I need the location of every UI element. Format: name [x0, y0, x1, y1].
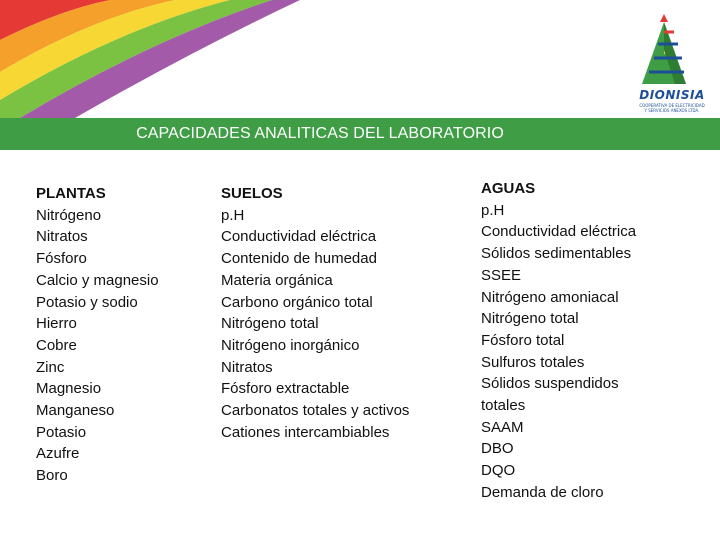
- aguas-item: Fósforo total: [481, 331, 565, 349]
- aguas-column: [481, 178, 636, 504]
- suelos-heading: SUELOS: [221, 185, 283, 202]
- suelos-item: Conductividad eléctrica: [221, 228, 377, 246]
- plantas-item: Manganeso: [36, 402, 115, 420]
- plantas-item: Zinc: [36, 358, 65, 376]
- plantas-item: Potasio y sodio: [36, 293, 138, 311]
- suelos-item: Nitrógeno total: [221, 315, 319, 333]
- suelos-item: Nitrógeno inorgánico: [221, 336, 360, 354]
- aguas-item: Sulfuros totales: [481, 353, 585, 371]
- aguas-item: DBO: [481, 440, 514, 458]
- plantas-item: Potasio: [36, 423, 87, 441]
- aguas-item: totales: [481, 397, 526, 415]
- plantas-item: Nitratos: [36, 228, 88, 246]
- aguas-item: Demanda de cloro: [481, 483, 604, 501]
- suelos-item: Nitratos: [221, 358, 273, 376]
- logo-name: DIONISIA: [639, 88, 705, 102]
- suelos-item: Fósforo extractable: [221, 380, 350, 398]
- tree-triangle-icon: [634, 14, 710, 88]
- aguas-item: Sólidos sedimentables: [481, 245, 632, 263]
- suelos-item: Materia orgánica: [221, 271, 333, 289]
- plantas-item: Azufre: [36, 445, 80, 463]
- suelos-item: Carbono orgánico total: [221, 293, 373, 311]
- plantas-item: Cobre: [36, 336, 77, 354]
- aguas-item: Sólidos suspendidos: [481, 375, 619, 393]
- aguas-item: Nitrógeno amoniacal: [481, 288, 619, 306]
- suelos-item: Cationes intercambiables: [221, 423, 390, 441]
- plantas-item: Nitrógeno: [36, 206, 102, 224]
- plantas-item: Fósforo: [36, 250, 87, 268]
- aguas-item: Conductividad eléctrica: [481, 223, 637, 241]
- aguas-item: SAAM: [481, 418, 524, 436]
- plantas-heading: PLANTAS: [36, 185, 106, 202]
- suelos-item: Contenido de humedad: [221, 250, 377, 268]
- suelos-item: p.H: [221, 206, 245, 224]
- page-title: CAPACIDADES ANALITICAS DEL LABORATORIO: [136, 125, 504, 142]
- plantas-item: Magnesio: [36, 380, 102, 398]
- plantas-item: Calcio y magnesio: [36, 271, 159, 289]
- suelos-column: [221, 183, 409, 443]
- aguas-item: Nitrógeno total: [481, 310, 579, 328]
- plantas-item: Hierro: [36, 315, 77, 333]
- plantas-item: Boro: [36, 467, 68, 485]
- title-banner: [0, 118, 720, 150]
- logo-subtitle: COOPERATIVA DE ELECTRICIDAD Y SERVICIOS ANEXOS LTDA.: [639, 103, 705, 113]
- aguas-item: DQO: [481, 462, 516, 480]
- dionisia-logo: [634, 14, 710, 116]
- suelos-item: Carbonatos totales y activos: [221, 402, 410, 420]
- aguas-heading: AGUAS: [481, 180, 536, 197]
- aguas-item: p.H: [481, 201, 505, 219]
- plantas-column: [36, 183, 159, 487]
- aguas-item: SSEE: [481, 266, 522, 284]
